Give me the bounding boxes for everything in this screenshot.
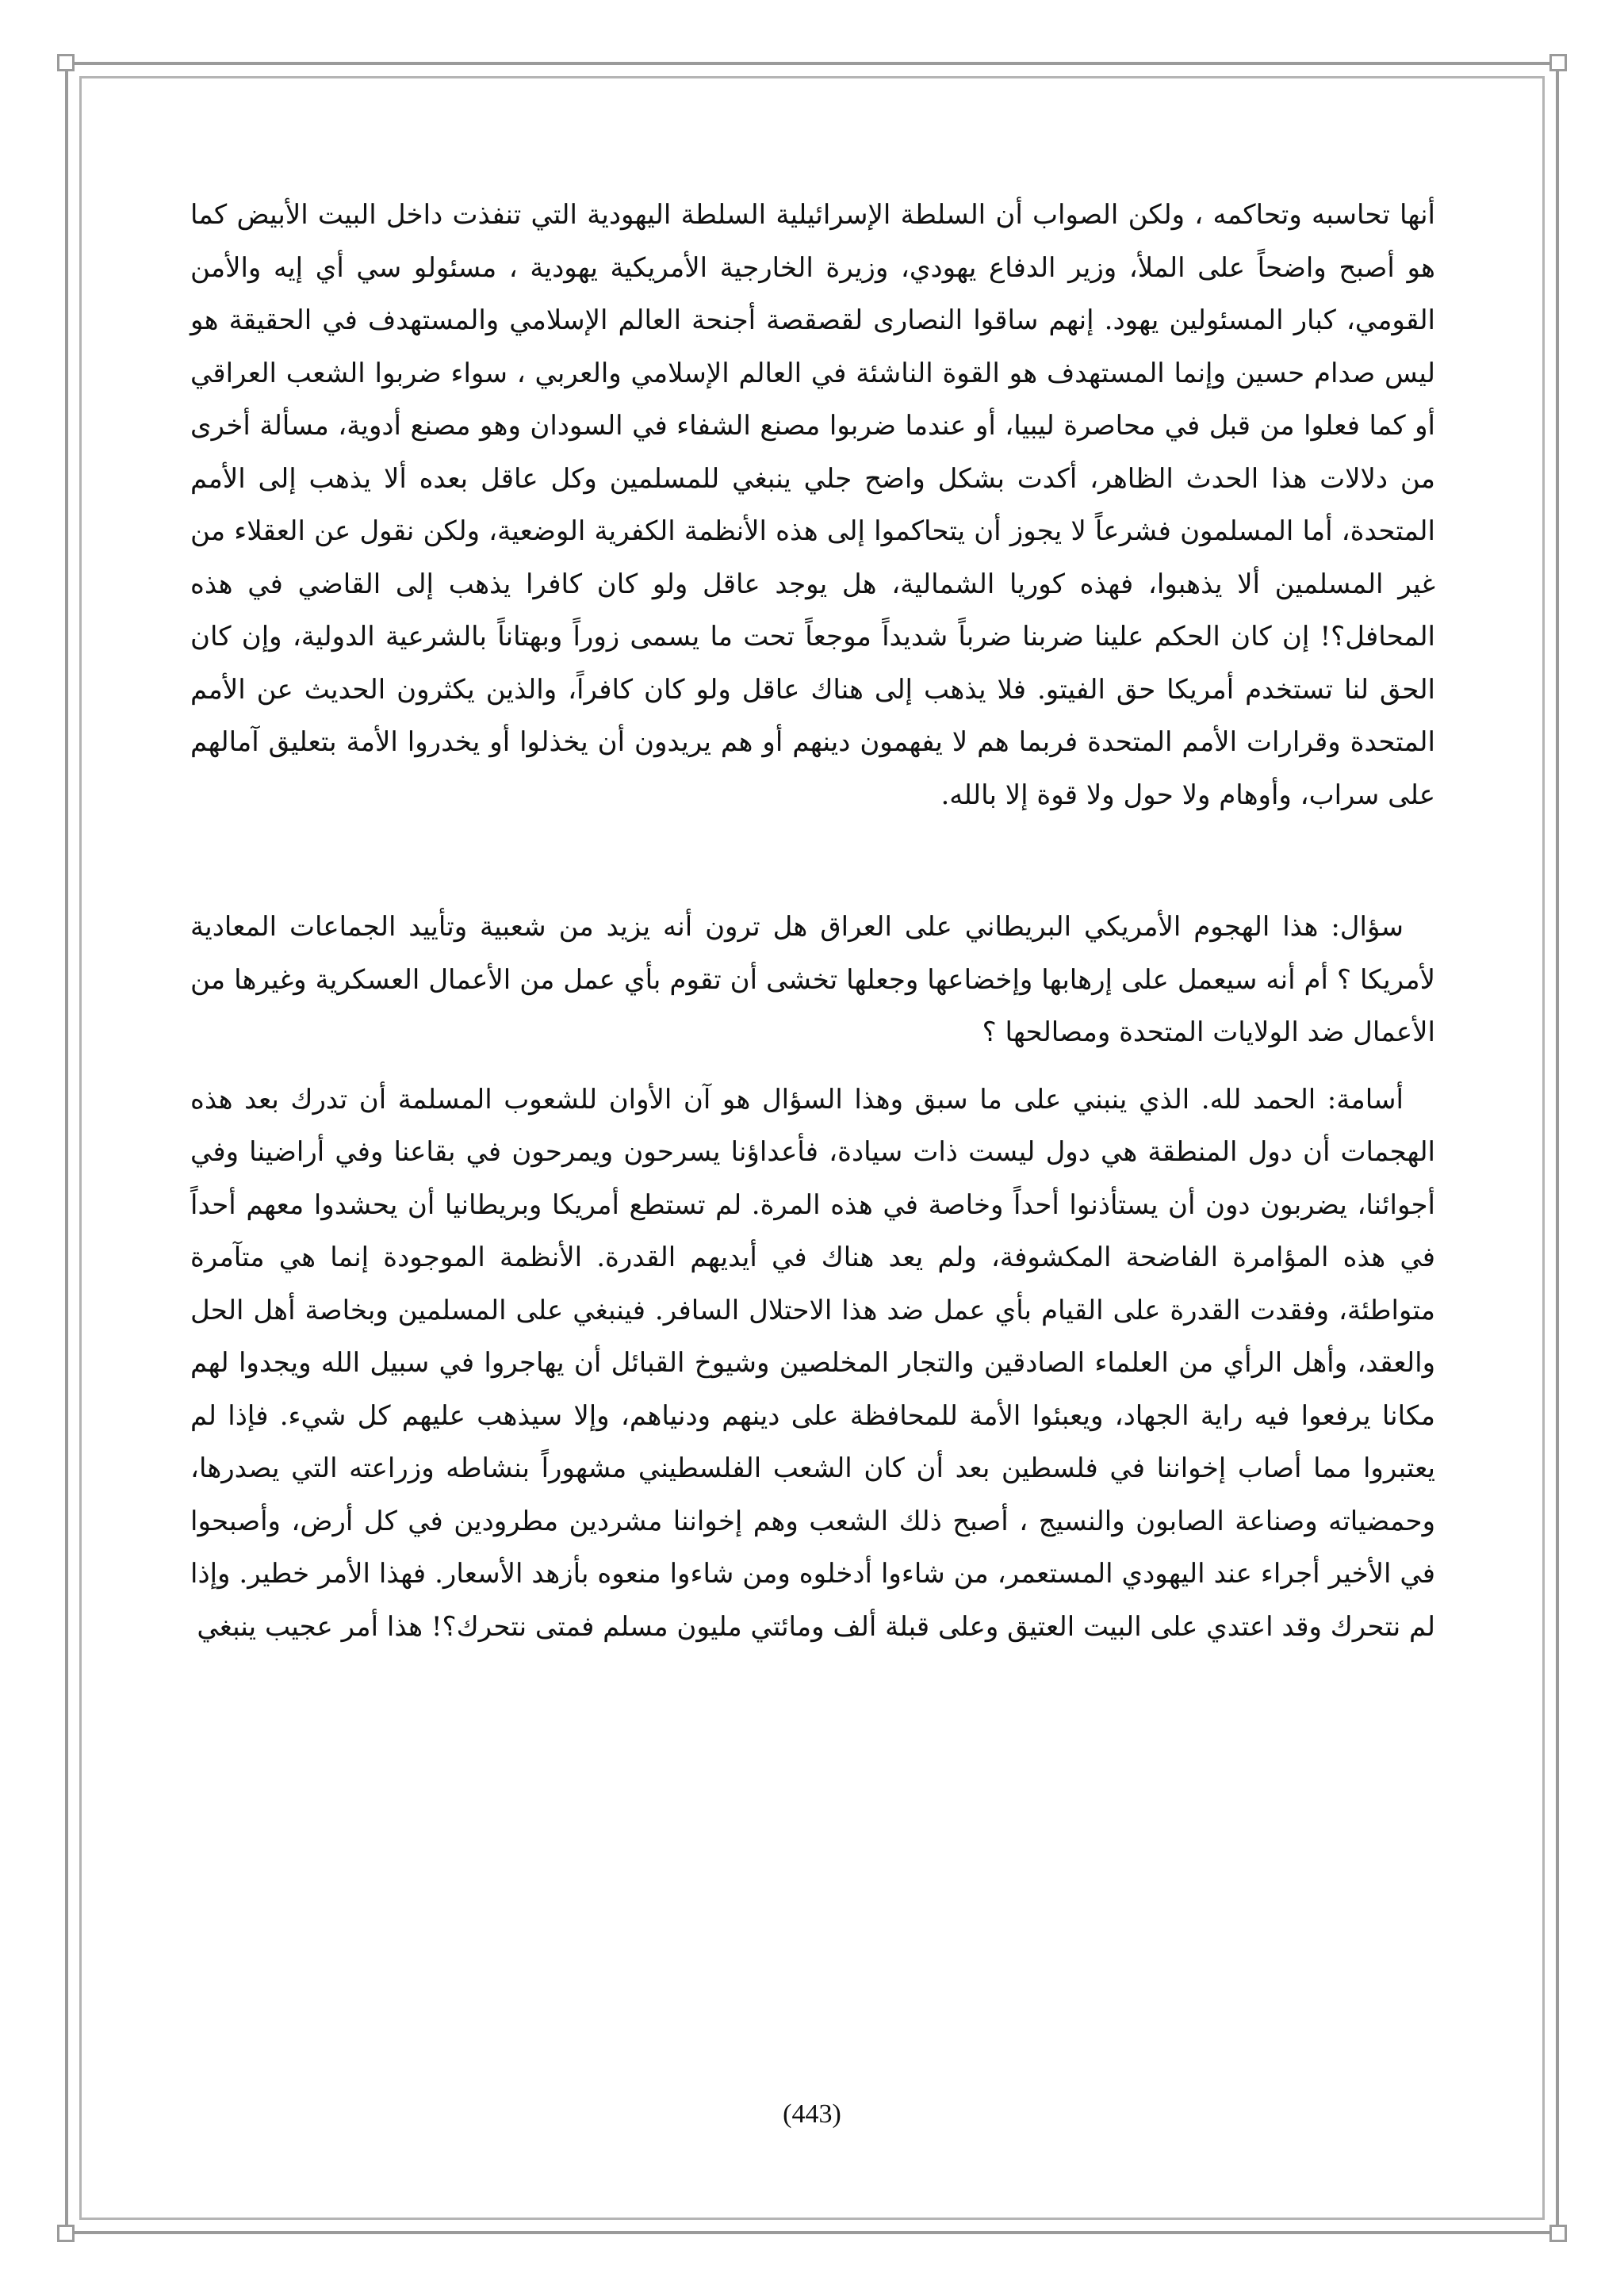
section-spacer	[190, 821, 1435, 901]
paragraph-question: سؤال: هذا الهجوم الأمريكي البريطاني على العراق هل ترون أنه يزيد من شعبية وتأييد الجماعات المعادية لأمريكا ؟ أم أنه سيعمل على إرهابها وإخضاعها وجعلها تخشى أن تقوم بأي عمل من الأعمال العسكرية وغيرها من الأعمال ضد الولايات المتحدة ومصالحها ؟	[190, 911, 1435, 1048]
paragraph-answer: أسامة: الحمد لله. الذي ينبني على ما سبق وهذا السؤال هو آن الأوان للشعوب المسلمة أن تدرك بعد هذه الهجمات أن دول المنطقة هي دول ليست ذات سيادة، فأعداؤنا يسرحون ويمرحون في بقاعنا وفي أراضينا وفي أجوائنا، يضربون دون أن يستأذنوا أحداً وخاصة في هذه المرة. لم تستطع أمريكا وبريطانيا أن يحشدوا معهم أحداً في هذه المؤامرة الفاضحة المكشوفة، ولم يعد هناك في أيديهم القدرة. الأنظمة الموجودة إنما هي متآمرة متواطئة، وفقدت القدرة على القيام بأي عمل ضد هذا الاحتلال السافر. فينبغي على المسلمين وبخاصة أهل الحل والعقد، وأهل الرأي من العلماء الصادقين والتجار المخلصين وشيوخ القبائل أن يهاجروا في سبيل الله ويجدوا لهم مكانا يرفعوا فيه راية الجهاد، ويعبئوا الأمة للمحافظة على دينهم ودنياهم، وإلا سيذهب عليهم كل شيء. فإذا لم يعتبروا مما أصاب إخواننا في فلسطين بعد أن كان الشعب الفلسطيني مشهوراً بنشاطه وزراعته التي يصدرها، وحمضياته وصناعة الصابون والنسيج ، أصبح ذلك الشعب وهم إخواننا مشردين مطرودين في كل أرض، وأصبحوا في الأخير أجراء عند اليهودي المستعمر، من شاءوا أدخلوه ومن شاءوا منعوه بأزهد الأسعار. فهذا الأمر خطير. وإذا لم نتحرك وقد اعتدي على البيت العتيق وعلى قبلة ألف ومائتي مليون مسلم فمتى نتحرك؟! هذا أمر عجيب ينبغي	[190, 1083, 1435, 1643]
border-corner-bottom-right	[1549, 2225, 1567, 2242]
paragraph-continuation: أنها تحاسبه وتحاكمه ، ولكن الصواب أن السلطة الإسرائيلية السلطة اليهودية التي تنفذت داخل البيت الأبيض كما هو أصبح واضحاً على الملأ، وزير الدفاع يهودي، وزيرة الخارجية الأمريكية يهودية ، مسئولو سي أي إيه والأمن القومي، كبار المسئولين يهود. إنهم ساقوا النصارى لقصقصة أجنحة العالم الإسلامي والمستهدف في الحقيقة هو ليس صدام حسين وإنما المستهدف هو القوة الناشئة في العالم الإسلامي والعربي ، سواء ضربوا الشعب العراقي أو كما فعلوا من قبل في محاصرة ليبيا، أو عندما ضربوا مصنع الشفاء في السودان وهو مصنع أدوية، مسألة أخرى من دلالات هذا الحدث الظاهر، أكدت بشكل واضح جلي ينبغي للمسلمين وكل عاقل بعده ألا يذهب إلى الأمم المتحدة، أما المسلمون فشرعاً لا يجوز أن يتحاكموا إلى هذه الأنظمة الكفرية الوضعية، ولكن نقول عن العقلاء من غير المسلمين ألا يذهبوا، فهذه كوريا الشمالية، هل يوجد عاقل ولو كان كافرا يذهب إلى القاضي في هذه المحافل؟! إن كان الحكم علينا ضربنا ضرباً شديداً موجعاً تحت ما يسمى زوراً وبهتاناً بالشرعية الدولية، وإن كان الحق لنا تستخدم أمريكا حق الفيتو. فلا يذهب إلى هناك عاقل ولو كان كافراً، والذين يكثرون الحديث عن الأمم المتحدة وقرارات الأمم المتحدة فربما هم لا يفهمون دينهم أو هم يريدون أن يخذلوا أو يخدروا الأمة بتعليق آمالهم على سراب، وأوهام ولا حول ولا قوة إلا بالله.	[190, 199, 1436, 811]
page-number: (443)	[783, 2099, 841, 2129]
border-corner-top-left	[57, 54, 75, 71]
page-body	[190, 189, 1435, 1653]
border-corner-bottom-left	[57, 2225, 75, 2242]
border-corner-top-right	[1549, 54, 1567, 71]
paragraph-spacer	[190, 1059, 1435, 1073]
